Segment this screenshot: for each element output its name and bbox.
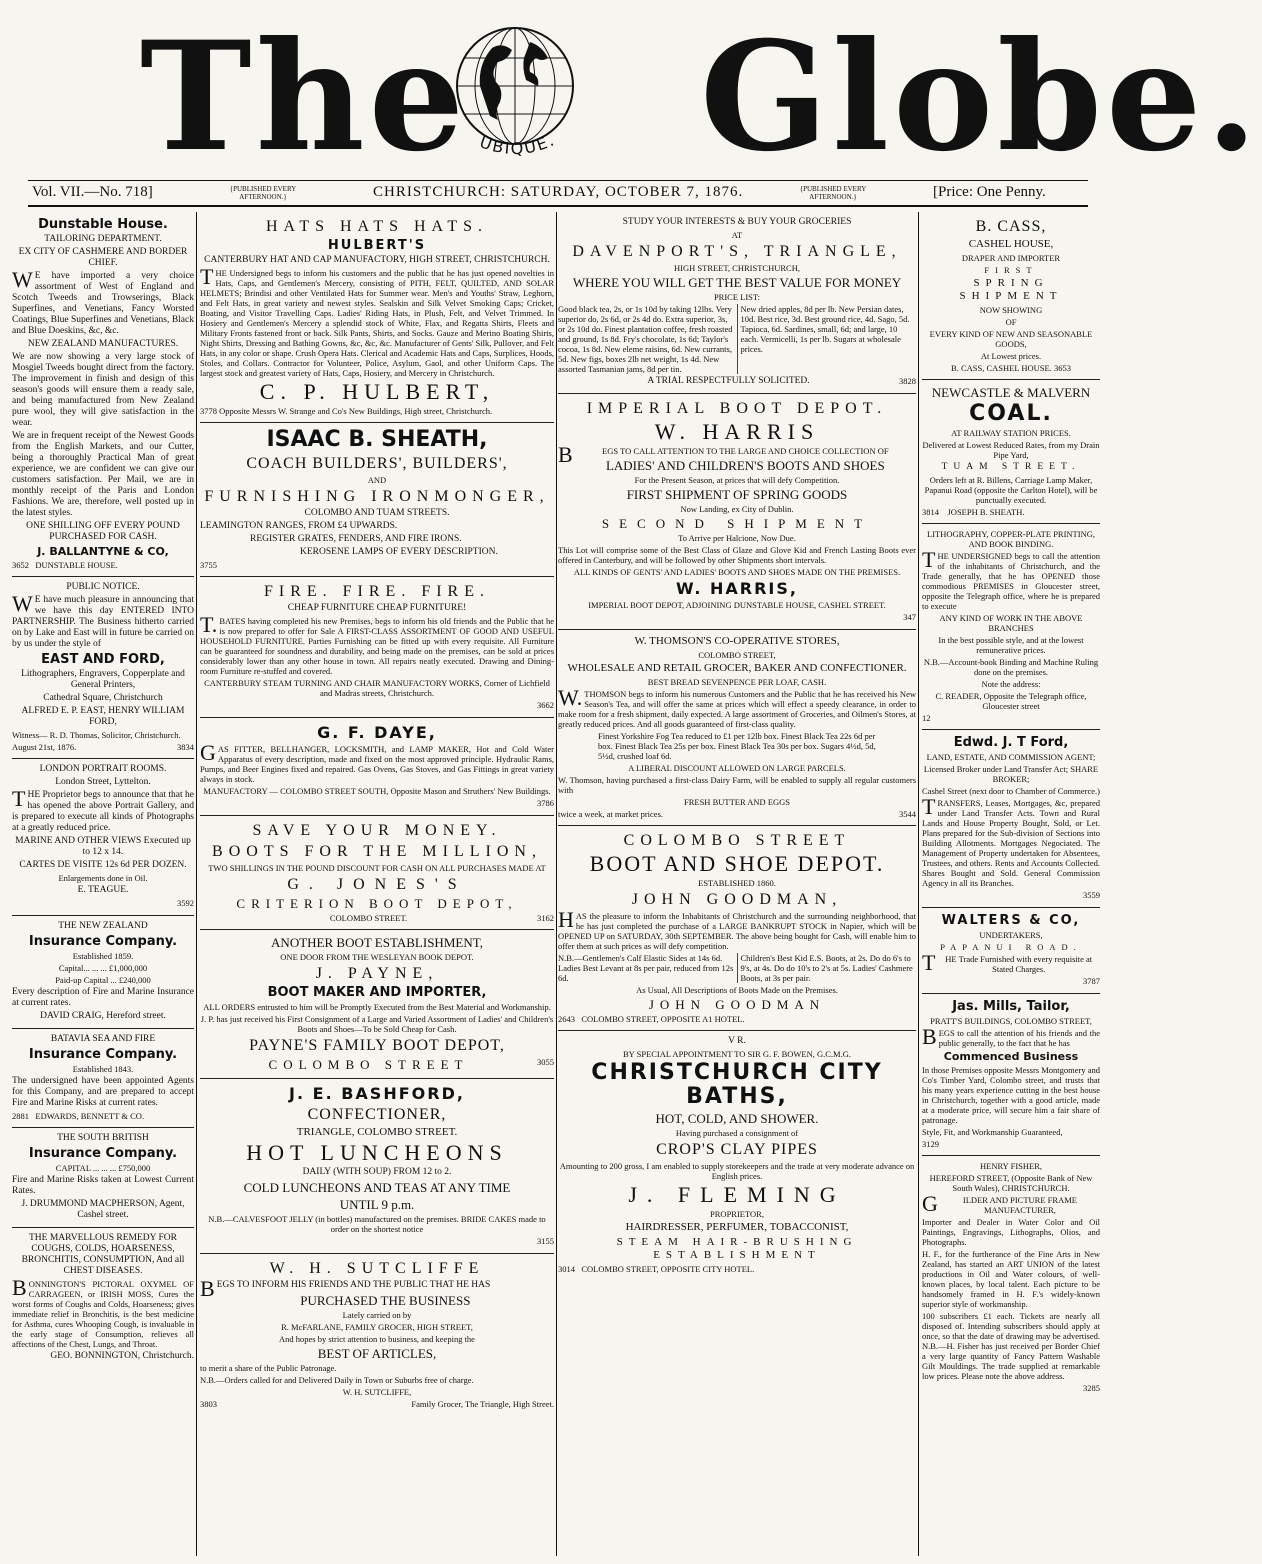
ad-number: 3592 [177, 898, 194, 908]
ad-bashford [200, 1079, 554, 1254]
ad-body: Now Landing, ex City of Dublin. [680, 504, 794, 514]
ad-firm: ISAAC B. SHEATH, [266, 427, 488, 452]
ad-ford-land-agent [922, 730, 1100, 908]
ad-body: J. P. has just received his First Consignment of a Large and Varied Assortment of Ladies' and Children's Boots and Shoes—To be Sold Cheap for Cash. [200, 1014, 554, 1034]
ad-names: ALFRED E. P. EAST, HENRY WILLIAM FORD, [21, 706, 185, 727]
ad-body: W.THOMSON begs to inform his numerous Customers and the Public that he has received his New Season's Tea, and will offer the same at prices which will effect a speedy clearance, in order to make room for a fresh shipment, daily expected. A large assortment of Groceries, and Oilmen's Stores, at greatly reduced prices. And all goods guaranteed of first-class quality. [558, 685, 916, 729]
ad-headline: W. THOMSON'S CO-OPERATIVE STORES, [634, 635, 840, 647]
ad-body: BEGS to call the attention of his friends and the public generally, to the fact that he has [922, 1024, 1100, 1049]
ad-subhead: DAILY (WITH SOUP) FROM 12 to 2. [302, 1167, 452, 1177]
ad-address: TUAM STREET. [941, 462, 1081, 472]
ad-address: COLOMBO STREET, OPPOSITE A1 HOTEL. [581, 1014, 745, 1024]
column-4 [922, 212, 1100, 1556]
ad-address: MANUFACTORY — COLOMBO STREET SOUTH, Opposite Mason and Struthers' New Buildings. [203, 786, 551, 796]
ad-coal [922, 380, 1100, 524]
ad-date: August 21st, 1876. [12, 742, 77, 752]
ad-headline: COAL. [969, 401, 1053, 426]
ad-goodman-depot [558, 826, 916, 1031]
ad-subhead: Licensed Broker under Land Transfer Act; SHARE BROKER; [923, 764, 1099, 784]
ad-number: 3803 [200, 1399, 217, 1409]
ad-firm: G. JONES'S [287, 876, 467, 893]
volume-number: Vol. VII.—No. 718] [32, 184, 153, 200]
ad-firm: EAST AND FORD, [41, 652, 165, 667]
ad-subhead: NOW SHOWING [979, 305, 1043, 315]
ad-body: GAS FITTER, BELLHANGER, LOCKSMITH, and LAMP MAKER, Hot and Cold Water Apparatus of every description, made and fixed on the most approved principle. Hydraulic Rams, Pumps, and Beer Engines fixed and repaired. Gas Ovens, Gas Stoves, and Gas Fittings in great variety always in stock. [200, 740, 554, 784]
ad-body: TRANSFERS, Leases, Mortgages, &c, prepared under Land Transfer Acts. Town and Rural Lands and House Property Bought, Sold, or Let. Plans prepared for the Sub-division of Sections into Building Allotments. Mortgages Negociated. The Management of Property undertaken for Absentees, Trustees, and others. Rents and Accounts Collected. Shares Bought and Sold. General Commission Agency in all its Branches. [922, 794, 1100, 888]
ad-number: 3559 [1083, 890, 1100, 900]
column-1 [12, 212, 194, 1556]
ad-subhead: UNDERTAKERS, [979, 930, 1043, 940]
ad-cass [922, 212, 1100, 380]
ad-portrait-rooms [12, 759, 194, 916]
ad-payne-boots [200, 930, 554, 1079]
ad-title: Insurance Company. [28, 934, 178, 949]
ad-number: 3834 [177, 742, 194, 752]
ad-subhead: LADIES' AND CHILDREN'S BOOTS AND SHOES [605, 458, 885, 473]
ad-subhead: CRITERION BOOT DEPOT, [236, 896, 518, 911]
ad-title: LONDON PORTRAIT ROOMS. [39, 764, 167, 774]
ad-number: 3662 [537, 700, 554, 710]
ad-body: T.BATES having completed his new Premises, begs to inform his old friends and the Public that he is now prepared to offer for Sale A FIRST-CLASS ASSORTMENT OF GOOD AND USEFUL HOUSEHOLD FURNITURE. Parties Furnishing can be fitted up with every requisite. All Furniture can be guaranteed for soundness and durability, and being made on the premises, can be sold at prices considerably lower than any other house in town. All repairs neatly executed. Drawing and Dining-room Furniture re-stuffed and covered. [200, 612, 554, 676]
ad-address: London Street, Lyttelton. [55, 777, 151, 787]
price-list-left: Good black tea, 2s, or 1s 10d by taking 12lbs. Very superior do, 2s 6d, or 2s 4d do. Extra superior, 3s, or 2s 10d do. Finest plantation coffee, fresh roasted and ground, 1s 8d. Fry's chocolate, 1s 6d; Taylor's cocoa, 1s 8d. New eleme raisins, 6d. New currants, 5d. New figs, boxes 2lb net weight, 1s 4d. New assorted Tasmanian jams, 8d per tin. [558, 304, 738, 374]
ad-body: ALL ORDERS entrusted to him will be Promptly Executed from the Best Material and Workmanship. [203, 1002, 551, 1012]
ad-and: AND [367, 475, 387, 485]
ad-subhead: STEAM HAIR-BRUSHING ESTABLISHMENT [616, 1236, 858, 1261]
motto: UBIQUE. [477, 130, 559, 159]
ad-firm: J. BALLANTYNE & CO, [37, 545, 169, 558]
ad-item: LEAMINGTON RANGES, FROM £4 UPWARDS. [200, 521, 398, 531]
ad-subhead: BEST OF ARTICLES, [317, 1346, 437, 1361]
ad-nz-insurance [12, 916, 194, 1029]
ad-body: THE UNDERSIGNED begs to call the attention of the inhabitants of Christchurch, and the Trade generally, that he has OPENED those commodious PREMISES in Gloucester street, opposite the Telegraph office, where he is prepared to execute [922, 547, 1100, 611]
ad-subhead: HOT, COLD, AND SHOWER. [655, 1111, 819, 1126]
ad-address: PAPANUI ROAD. [940, 942, 1082, 952]
ad-firm: JOHN GOODMAN, [631, 891, 843, 908]
ad-body: To Arrive per Halcione, Now Due. [678, 533, 796, 543]
ad-hulberts-hats [200, 212, 554, 423]
ad-signature: GEO. BONNINGTON, Christchurch. [50, 1351, 194, 1361]
ad-number: 3787 [1083, 976, 1100, 986]
ad-body: BEGS TO INFORM HIS FRIENDS AND THE PUBLIC THAT HE HAS [200, 1276, 491, 1301]
ad-title: Dunstable House. [38, 217, 168, 232]
ad-body: Importer and Dealer in Water Color and Oil Paintings, Engravings, Lithographs, Olios, and Photographs. [922, 1217, 1100, 1247]
price-list-right: New dried apples, 8d per lb. New Persian dates, 10d. Best rice, 3d. Best ground rice, 4d. Sago, 5d. Tapioca, 6d. Sardines, small, 6d; and large, 10 each. Vermicelli, 1s per lb. Sugars at wholesale prices. [740, 304, 910, 354]
ad-subhead: TWO SHILLINGS IN THE POUND DISCOUNT FOR CASH ON ALL PURCHASES MADE AT [208, 863, 546, 873]
ad-signature: J. FLEMING [628, 1182, 846, 1207]
ad-body: BEGS TO CALL ATTENTION TO THE LARGE AND CHOICE COLLECTION OF [558, 442, 889, 467]
ad-address: Family Grocer, The Triangle, High Street. [411, 1399, 554, 1409]
ad-headline: COLOMBO STREET [623, 832, 851, 849]
ad-body: Note the address: [981, 679, 1041, 689]
ad-body: Amounting to 200 gross, I am enabled to supply storekeepers and the trade at very moderate advance on English prices. [559, 1161, 915, 1181]
ad-subhead: HAIRDRESSER, PERFUMER, TOBACCONIST, [625, 1221, 849, 1233]
ad-firm: HENRY FISHER, [979, 1161, 1043, 1171]
masthead-word-globe: Globe. [700, 9, 1262, 185]
ad-subhead: DRAPER AND IMPORTER [961, 253, 1061, 263]
ad-headline: HOT LUNCHEONS [246, 1140, 508, 1165]
ad-subhead: LAND, ESTATE, AND COMMISSION AGENT; [926, 752, 1096, 762]
ad-agent: DAVID CRAIG, Hereford street. [40, 1011, 166, 1021]
ad-body: WE have imported a very choice assortment of West of England and Scotch Tweeds and Trowserings, Black Superfines, and Venetians, Fancy Worsted Coatings, Blue Superfines and Venetians, Black and Blue Doeskins, &c, &c. [12, 267, 194, 336]
ad-body: N.B.—Orders called for and Delivered Daily in Town or Suburbs free of charge. [200, 1375, 474, 1385]
column-3 [558, 212, 916, 1556]
ad-address: PRATT'S BUILDINGS, COLOMBO STREET, [930, 1016, 1092, 1026]
ad-subhead: BY SPECIAL APPOINTMENT TO SIR G. F. BOWEN, G.C.M.G. [623, 1049, 851, 1059]
ad-address: Opposite Messrs W. Strange and Co's New Buildings, High street, Christchurch. [219, 406, 493, 416]
ad-body: twice a week, at market prices. [558, 809, 664, 819]
ad-lithography [922, 524, 1100, 730]
ad-subhead: WHERE YOU WILL GET THE BEST VALUE FOR MONEY [572, 275, 902, 290]
ad-body: The undersigned have been appointed Agents for this Company, and are prepared to accept Fire and Marine Risks at current rates. [12, 1076, 194, 1108]
ad-walters-undertakers [922, 908, 1100, 994]
ad-title: Insurance Company. [28, 1047, 178, 1062]
ad-number: 3055 [537, 1057, 554, 1067]
ad-subhead: Commenced Business [943, 1050, 1079, 1063]
ad-title: Insurance Company. [28, 1146, 178, 1161]
ad-number: 3828 [899, 376, 916, 386]
ad-body: For the Present Season, at prices that will defy Competition. [634, 475, 840, 485]
dateline [28, 180, 1088, 207]
ad-subhead: SECOND SHIPMENT [601, 516, 873, 531]
ad-subhead: CARTES DE VISITE 12s 6d PER DOZEN. [19, 860, 187, 870]
ad-body: Lithographers, Engravers, Copperplate and General Printers, [21, 669, 185, 690]
ad-subhead: MARINE AND OTHER VIEWS Executed up to 12 x 14. [15, 836, 191, 857]
column-2 [200, 212, 554, 1556]
column-rule [556, 212, 557, 1556]
ad-subhead: A LIBERAL DISCOUNT ALLOWED ON LARGE PARCELS. [628, 763, 846, 773]
ad-subhead: FIRST SHIPMENT OF SPRING GOODS [626, 487, 848, 502]
ad-paid-capital: Paid-up Capital ... £240,000 [55, 975, 151, 985]
ad-title: PUBLIC NOTICE. [66, 582, 140, 592]
ad-number: 3814 [922, 507, 939, 517]
column-rule [918, 212, 919, 1556]
ad-number: 3653 [1053, 363, 1071, 373]
ad-subhead: UNTIL 9 p.m. [339, 1197, 415, 1212]
ad-number: 3778 [200, 406, 217, 416]
ad-headline: ANOTHER BOOT ESTABLISHMENT, [271, 935, 483, 950]
ad-number: 3786 [537, 798, 554, 808]
ad-number: 3014 [558, 1264, 575, 1274]
column-rule [196, 212, 197, 1556]
ad-cheap-furniture [200, 577, 554, 718]
ad-subhead: FRESH BUTTER AND EGGS [683, 797, 791, 807]
ad-signature: C. P. HULBERT, [259, 379, 495, 404]
ad-signature: JOSEPH B. SHEATH. [947, 507, 1025, 517]
ad-item: REGISTER GRATES, FENDERS, AND FIRE IRONS. [250, 534, 462, 544]
ad-body: THE Undersigned begs to inform his customers and the public that he has just opened novelties in Hats, Caps, and Gentlemen's Mercery, consisting of PITH, FELT, QUILTED, AND SOLAR HELMETS; Brindisi and other Ventilated Hats for Summer wear. Men's and Youths' Straw, Leghorn, and Felt Hats, in great variety and newest styles. Sealskin and Silk Velvet Smoking Caps; Cricket, Boating, and Visitor Travelling Caps. Ladies' Riding Hats, in Plush, Felt, and Velvet Trimmed. In Hosiery and Gentlemen's Mercery a splendid stock of White, Flax, and Regatta Shirts, Fleets and Military Fronts fastened front or back. Silk Pants, Shirts, and Socks. Gauze and Merino Boating Shirts, Night Shirts, Dressing and Bathing Gowns, &c, &c, &c. Manufacturer of Gents' Silk, Pullover, and Felt Hats, in any color or shape. Crush Opera Hats. Clerical and Academic Hats and Caps, Surplices, Hoods, Stoles, and Collars. Contractor for Volunteer, Police, Asylum, Gaol, and other Uniform Caps. The largest stock and greatest variety of Hats, Caps, Hosiery, and Mercery in Christchurch. [200, 264, 554, 378]
ad-headline: HATS HATS HATS. [265, 218, 489, 235]
ad-subhead: CROP'S CLAY PIPES [656, 1141, 818, 1158]
ad-body: We are in frequent receipt of the Newest Goods from the English Markets, and our Cutter, being a thoroughly Practical Man of great experience, we are confident we can give our customers satisfaction. Per Mail, we are in monthly receipt of the Paris and London Fashions. We are, therefore, well posted up in the latest styles. [12, 431, 194, 518]
ad-body: H. F., for the furtherance of the Fine Arts in New Zealand, has started an ART UNION of the latest productions in Oil and Water colours, of well-known places, by local talent. Each picture to be handsomely framed in H. F.'s widely-known superior style of workmanship. [922, 1249, 1100, 1309]
ad-firm: Edwd. J. T Ford, [953, 735, 1069, 750]
ad-subhead: Enlargements done in Oil. [58, 873, 148, 883]
ad-subhead: CASHEL HOUSE, [968, 238, 1054, 250]
ad-henry-fisher [922, 1156, 1100, 1400]
ad-number: 3544 [899, 809, 916, 819]
ad-number: 3155 [537, 1236, 554, 1246]
ad-price-list-title: PRICE LIST: [713, 292, 761, 302]
ad-body: to merit a share of the Public Patronage. [200, 1363, 337, 1373]
ad-firm: WALTERS & CO, [941, 913, 1081, 928]
ad-body: 100 subscribers £1 each. Tickets are nearly all disposed of. Intending subscribers should apply at once, so that the date of drawing may be advertised. N.B.—H. Fisher has just received per Border Chief a very large quantity of Fancy Pattern Washable Gilt Mouldings. The trade supplied at remarkable low prices. Please note the above address. [922, 1311, 1100, 1381]
ad-subhead: COACH BUILDERS', BUILDERS', [246, 455, 508, 472]
ad-body: THE Proprietor begs to announce that that he has opened the above Portrait Gallery, and is prepared to execute all kinds of Photographs at a greatly reduced price. [12, 786, 194, 833]
ad-body: R. McFARLANE, FAMILY GROCER, HIGH STREET, [281, 1322, 473, 1332]
masthead-word-the: The [140, 9, 469, 185]
ad-mills-tailor [922, 994, 1100, 1156]
ad-item: KEROSENE LAMPS OF EVERY DESCRIPTION. [300, 547, 498, 557]
ad-agent: EDWARDS, BENNETT & CO. [35, 1111, 145, 1121]
ad-number: 3755 [200, 560, 217, 570]
ad-capital: CAPITAL ... ... ... £750,000 [55, 1163, 151, 1173]
ad-established: ESTABLISHED 1860. [698, 878, 776, 888]
ad-public-notice [12, 577, 194, 759]
ad-body: Lately carried on by [342, 1310, 412, 1320]
ad-body: ALL KINDS OF GENTS' AND LADIES' BOOTS AND SHOES MADE ON THE PREMISES. [573, 567, 901, 577]
ad-body: We are now showing a very large stock of Mosgiel Tweeds bought direct from the factory. The improvement in finish and design of this season's goods will ensure them a ready sale, and being manufactured from New Zealand pure wool, they will give satisfaction in the wear. [12, 352, 194, 428]
ad-subhead: TAILORING DEPARTMENT. [44, 234, 162, 244]
ad-pre: THE NEW ZEALAND [58, 921, 148, 931]
ad-remedy [12, 1228, 194, 1368]
ad-firm: Jas. Mills, Tailor, [952, 999, 1070, 1014]
ad-body: THE Trade Furnished with every requisite at Stated Charges. [922, 950, 1093, 975]
ad-headline: LITHOGRAPHY, COPPER-PLATE PRINTING, AND BOOK BINDING. [927, 529, 1095, 549]
masthead [0, 0, 1262, 185]
ad-title: THE MARVELLOUS REMEDY FOR COUGHS, COLDS, HOARSENESS, BRONCHITIS, CONSUMPTION, And all CHEST DISEASES. [21, 1233, 185, 1276]
ad-jones-boots [200, 816, 554, 930]
published-note-left: {PUBLISHED EVERY AFTERNOON.} [229, 185, 297, 201]
ad-number: 3162 [537, 913, 554, 923]
ad-subhead: CHEAP FURNITURE CHEAP FURNITURE! [287, 603, 467, 613]
ad-body: N.B.—Account-book Binding and Machine Ruling done on the premises. [923, 657, 1099, 677]
ad-firm: E. TEAGUE. [77, 885, 129, 895]
ad-signature: C. READER, Opposite the Telegraph office, Gloucester street [935, 691, 1087, 711]
ad-number: 347 [903, 612, 916, 622]
ad-daye [200, 718, 554, 816]
ad-address: COLOMBO AND TUAM STREETS. [304, 508, 450, 518]
ad-subhead: COLD LUNCHEONS AND TEAS AT ANY TIME [243, 1180, 511, 1195]
ad-body: This Lot will comprise some of the Best Class of Glaze and Glove Kid and French Lasting Boots ever offered in Canterbury, and will be followed by other Shipments short intervals. [558, 545, 916, 565]
ad-address: Cathedral Square, Christchurch [43, 693, 163, 703]
ad-of: OF [1005, 317, 1017, 327]
ad-signature: JOHN GOODMAN [648, 997, 826, 1012]
ad-signature: B. CASS, CASHEL HOUSE. [951, 363, 1052, 373]
ad-signature: W. H. SUTCLIFFE, [342, 1387, 412, 1397]
ad-firm: DAVENPORT'S, TRIANGLE, [572, 243, 902, 260]
ad-headline: STUDY YOUR INTERESTS & BUY YOUR GROCERIES [622, 217, 852, 227]
ad-thomson-stores [558, 630, 916, 826]
ad-established: Established 1843. [72, 1064, 134, 1074]
ad-body: Having purchased a consignment of [675, 1128, 799, 1138]
ad-body: At Lowest prices. [980, 351, 1042, 361]
ad-body: Orders left at R. Billens, Carriage Lamp Maker, Papanui Road (opposite the Carlton Hotel), will be punctually executed. [924, 475, 1098, 505]
ad-city-baths [558, 1031, 916, 1280]
boot-price-list-left: N.B.—Gentlemen's Calf Elastic Sides at 14s 6d. Ladies Best Levant at 8s per pair, reduced from 12s 6d. [558, 953, 738, 983]
ad-headline: BOOTS FOR THE MILLION, [212, 843, 542, 860]
ad-body: Every description of Fire and Marine Insurance at current rates. [12, 987, 194, 1008]
ad-subhead: ANY KIND OF WORK IN THE ABOVE BRANCHES [939, 613, 1083, 633]
ad-body: Style, Fit, and Workmanship Guaranteed, [922, 1127, 1063, 1137]
ad-subhead: ONE DOOR FROM THE WESLEYAN BOOK DEPOT. [280, 952, 474, 962]
ad-subhead: ONE SHILLING OFF EVERY POUND PURCHASED FOR CASH. [26, 521, 180, 542]
ad-body: W. Thomson, having purchased a first-class Dairy Farm, will be enabled to supply all regular customers with [558, 775, 916, 795]
ad-agent: J. DRUMMOND MACPHERSON, Agent, Cashel street. [21, 1199, 185, 1220]
ad-body: N.B.—CALVESFOOT JELLY (in bottles) manufactured on the premises. BRIDE CAKES made to order on the shortest notice [208, 1214, 546, 1234]
ad-pre: THE SOUTH BRITISH [57, 1133, 149, 1143]
ad-pre: BATAVIA SEA AND FIRE [50, 1034, 156, 1044]
ad-subhead: PURCHASED THE BUSINESS [300, 1293, 471, 1308]
ad-body: Fire and Marine Risks taken at Lowest Current Rates. [12, 1175, 194, 1196]
ad-number: 2881 [12, 1111, 29, 1121]
ad-address: HEREFORD STREET, (Opposite Bank of New South Wales), CHRISTCHURCH. [929, 1173, 1093, 1193]
ad-subhead: CANTERBURY HAT AND CAP MANUFACTORY, HIGH STREET, CHRISTCHURCH. [204, 255, 550, 265]
ad-firm: J. PAYNE, [315, 965, 439, 982]
ad-body: As Usual, All Descriptions of Boots Made on the Premises. [636, 985, 838, 995]
ad-established: Established 1859. [72, 951, 134, 961]
published-note-right: {PUBLISHED EVERY AFTERNOON.} [799, 185, 867, 201]
ad-address: Cashel Street (next door to Chamber of Commerce.) [922, 786, 1100, 796]
ad-body: EVERY KIND OF NEW AND SEASONABLE GOODS, [929, 329, 1093, 349]
ad-address: DUNSTABLE HOUSE. [35, 560, 118, 570]
ad-subhead: CONFECTIONER, [307, 1106, 447, 1123]
motto-ribbon [440, 128, 590, 168]
ad-firm: W. H. SUTCLIFFE [269, 1260, 485, 1277]
ad-sutcliffe [200, 1254, 554, 1409]
ad-imperial-boot-depot [558, 394, 916, 630]
ad-firm: HULBERT'S [327, 238, 427, 253]
ad-address: COLOMBO STREET. [329, 913, 408, 923]
place-and-date: CHRISTCHURCH: SATURDAY, OCTOBER 7, 1876. [373, 184, 744, 200]
boot-price-list-right: Children's Best Kid E.S. Boots, at 2s. Do do 6's to 9's, at 4s. Do do 10's to 2's at 5s. Ladies' Cashmere Boots, at 3s per pair. [740, 953, 913, 983]
ad-number: 12 [922, 713, 931, 723]
ad-number: 3652 [12, 560, 29, 570]
ad-address: HIGH STREET, CHRISTCHURCH, [674, 263, 800, 273]
ad-subhead: AT RAILWAY STATION PRICES. [951, 428, 1071, 438]
ad-subhead: PAYNE'S FAMILY BOOT DEPOT, [249, 1037, 505, 1054]
ad-firm: G. F. DAYE, [317, 723, 437, 742]
ad-address: TRIANGLE, COLOMBO STREET. [296, 1126, 458, 1138]
ad-number: 3129 [922, 1139, 939, 1149]
boot-price-list [558, 953, 916, 983]
ad-headline: IMPERIAL BOOT DEPOT. [586, 400, 888, 417]
ad-address: IMPERIAL BOOT DEPOT, ADJOINING DUNSTABLE HOUSE, CASHEL STREET. [588, 600, 886, 610]
royal-cipher: V R. [728, 1036, 746, 1046]
ad-subhead: FIRST [984, 265, 1038, 275]
ad-body: BONNINGTON'S PICTORAL OXYMEL OF CARRAGEEN, or IRISH MOSS, Cures the worst forms of Coughs and Colds, Hoarseness; gives immediate relief in Bronchitis, is the best medicine for Asthma, cures Whooping Cough, is invaluable in the early stage of Consumption, relieves all affections of the Chest, Lungs, and Throat. [12, 1275, 194, 1349]
ad-address: CANTERBURY STEAM TURNING AND CHAIR MANUFACTORY WORKS, Corner of Lichfield and Madras streets, Christchurch. [204, 678, 550, 698]
ad-subhead: WHOLESALE AND RETAIL GROCER, BAKER AND CONFECTIONER. [567, 662, 907, 674]
ad-firm: CHRISTCHURCH CITY BATHS, [591, 1060, 883, 1109]
ad-subhead: GILDER AND PICTURE FRAME MANUFACTURER, [922, 1191, 1077, 1216]
ad-address: COLOMBO STREET, [698, 650, 776, 660]
ad-subhead: BOOT MAKER AND IMPORTER, [267, 985, 487, 1000]
ad-tea-list: Finest Yorkshire Fog Tea reduced to £1 per 12lb box. Finest Black Tea 22s 6d per box. Finest Black Tea 25s per box. Finest Black Tea 30s per box. Sugars 4½d, 5d, 5½d, crushed loaf 6d. [598, 731, 876, 761]
ad-firm: J. E. BASHFORD, [289, 1084, 465, 1103]
ad-subhead: EX CITY OF CASHMERE AND BORDER CHIEF. [18, 247, 188, 268]
ad-body: Delivered at Lowest Reduced Rates, from my Drain Pipe Yard, [922, 440, 1100, 460]
ad-isaac-sheath [200, 423, 554, 577]
ad-batavia-insurance [12, 1029, 194, 1128]
price: [Price: One Penny. [933, 184, 1046, 200]
ad-firm: B. CASS, [975, 218, 1047, 235]
ad-headline: BOOT AND SHOE DEPOT. [589, 851, 885, 876]
ad-subhead: SPRING SHIPMENT [959, 277, 1063, 302]
ad-davenports [558, 212, 916, 394]
ad-number: 2643 [558, 1014, 575, 1024]
svg-text:UBIQUE. [477, 130, 558, 158]
ad-signature: W. HARRIS, [676, 579, 798, 598]
ad-body: WE have much pleasure in announcing that we have this day ENTERED INTO PARTNERSHIP. The Business hitherto carried on by Lake and East will in future be carried on by us under the style of [12, 591, 194, 649]
ad-at: AT [731, 230, 743, 240]
ad-subhead: FURNISHING IRONMONGER, [204, 488, 550, 505]
ad-body: PROPRIETOR, [710, 1209, 764, 1219]
ad-body: And hopes by strict attention to business, and keeping the [279, 1334, 475, 1344]
ad-headline: NEWCASTLE & MALVERN [931, 385, 1091, 400]
ad-number: 3285 [1083, 1383, 1100, 1393]
ad-headline: SAVE YOUR MONEY. [252, 822, 502, 839]
ad-subhead: A TRIAL RESPECTFULLY SOLICITED. [647, 376, 810, 386]
ad-witness: Witness— R. D. Thomas, Solicitor, Christchurch. [12, 730, 181, 740]
ad-address: COLOMBO STREET [268, 1057, 469, 1072]
price-list [558, 304, 916, 374]
ad-body: In the best possible style, and at the lowest remunerative prices. [938, 635, 1084, 655]
ad-firm: W. HARRIS [654, 419, 820, 444]
ad-subhead: NEW ZEALAND MANUFACTURES. [27, 339, 179, 349]
ad-capital: Capital... ... ... £1,000,000 [58, 963, 148, 973]
ad-address: COLOMBO STREET, OPPOSITE CITY HOTEL. [581, 1264, 755, 1274]
ad-body: HAS the pleasure to inform the Inhabitants of Christchurch and the surrounding neighborhood, that he has just completed the purchase of a LARGE BANKRUPT STOCK in Napier, which will be OPENED UP on SATURDAY, 30th SEPTEMBER. The above being bought for Cash, will enable him to offer them at such prices as will defy competition. [558, 907, 916, 951]
ad-headline: FIRE. FIRE. FIRE. [263, 583, 490, 600]
ad-subhead: BEST BREAD SEVENPENCE PER LOAF, CASH. [647, 677, 827, 687]
ad-body: In those Premises opposite Messrs Montgomery and Co's Timber Yard, Colombo street, and trusts that his many years experience cutting in the best house in Christchurch, together with a good article, made at a moderate price, will secure him a fair share of patronage. [922, 1065, 1101, 1125]
ad-dunstable-house [12, 212, 194, 577]
ad-south-british-insurance [12, 1128, 194, 1228]
